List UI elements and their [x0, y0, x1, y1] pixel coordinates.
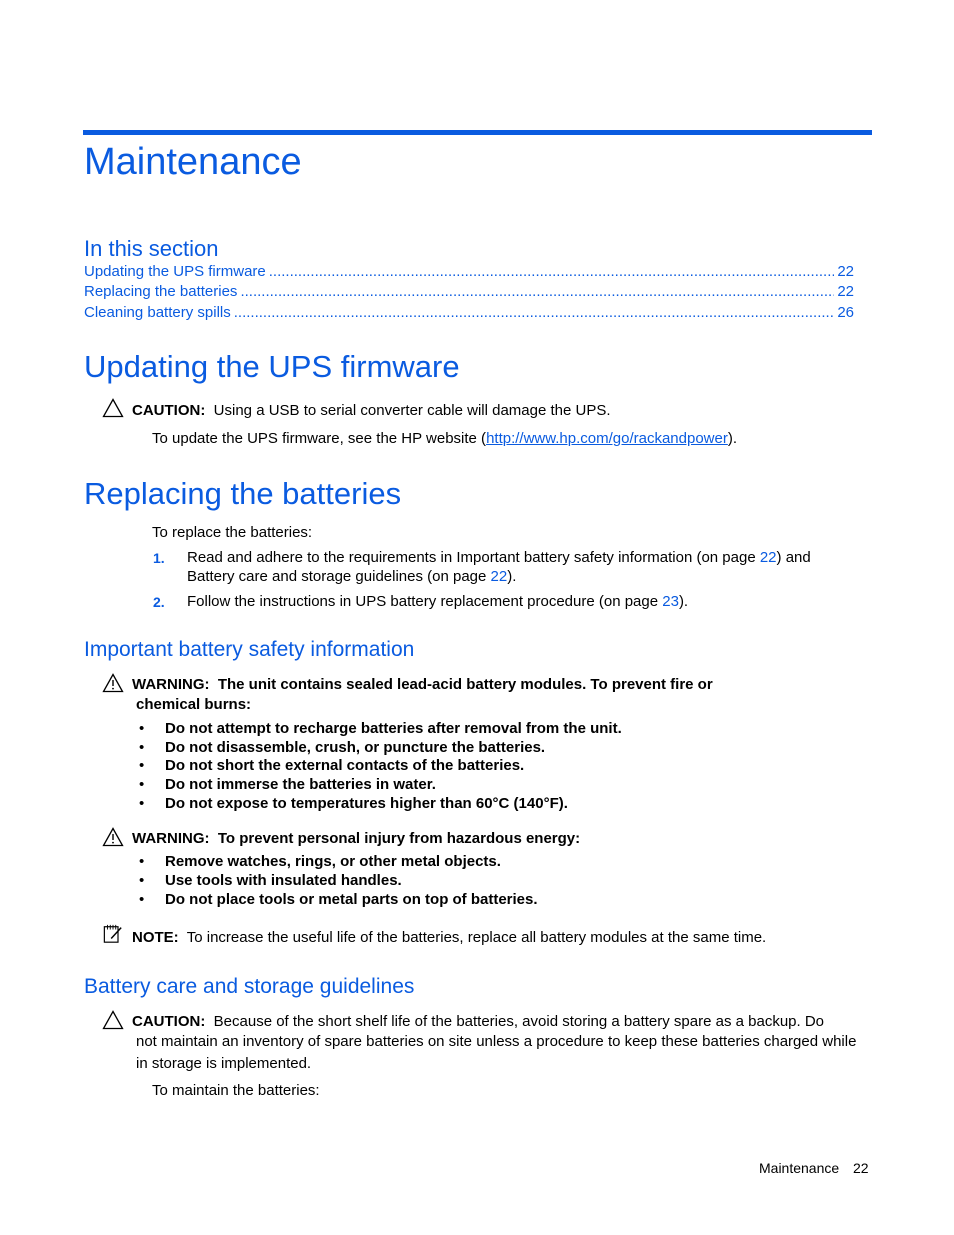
list-item: Remove watches, rings, or other metal objects. — [165, 853, 501, 870]
replacing-intro: To replace the batteries: — [152, 524, 313, 541]
caution-label: CAUTION: — [132, 1013, 206, 1030]
step-number: 2. — [153, 594, 165, 610]
firmware-heading: Updating the UPS firmware — [84, 349, 460, 384]
list-item: Use tools with insulated handles. — [165, 872, 402, 889]
step-text: Read and adhere to the requirements in Important battery safety information (on page — [187, 549, 760, 566]
note — [132, 928, 766, 948]
warning-icon — [102, 827, 124, 847]
toc-entry-text: Updating the UPS firmware — [84, 263, 266, 280]
step-text: ) and — [776, 549, 811, 566]
list-item: Do not short the external contacts of the batteries. — [165, 757, 525, 774]
care-caution-line-1 — [132, 1012, 824, 1032]
warning-1-line-1 — [132, 675, 713, 695]
bullet-dot: • — [139, 757, 145, 774]
toc-entry-page: 26 — [837, 304, 854, 321]
firmware-body — [152, 429, 737, 449]
caution-text: Using a USB to serial converter cable will damage the UPS. — [213, 402, 611, 419]
warning-label: WARNING: — [132, 676, 210, 693]
firmware-caution — [132, 401, 611, 421]
note-label: NOTE: — [132, 929, 179, 946]
toc-entry-replacing[interactable] — [84, 282, 854, 302]
care-body: To maintain the batteries: — [152, 1082, 320, 1099]
toc-entry-page: 22 — [837, 263, 854, 280]
page-ref-link[interactable]: 22 — [759, 549, 777, 566]
toc-entry-cleaning[interactable] — [84, 303, 854, 323]
bullet-dot: • — [139, 776, 145, 793]
safety-heading: Important battery safety information — [84, 638, 415, 661]
firmware-body-end: ). — [727, 430, 738, 447]
note-icon — [102, 924, 124, 944]
toc-entry-text: Cleaning battery spills — [84, 304, 231, 321]
warning-2 — [132, 829, 580, 849]
caution-icon — [102, 398, 124, 418]
step-1-line-1 — [187, 548, 811, 568]
warning-1-line-2: chemical burns: — [136, 696, 252, 713]
hp-website-link[interactable]: http://www.hp.com/go/rackandpower — [486, 430, 728, 447]
toc-entry-text: Replacing the batteries — [84, 283, 238, 300]
list-item: Do not attempt to recharge batteries after removal from the unit. — [165, 720, 622, 737]
caution-label: CAUTION: — [132, 402, 206, 419]
toc-leader — [240, 282, 834, 302]
step-text: ). — [678, 593, 689, 610]
care-caution-line-3: in storage is implemented. — [136, 1055, 312, 1072]
step-1-line-2 — [187, 567, 516, 587]
bullet-dot: • — [139, 891, 145, 908]
care-heading: Battery care and storage guidelines — [84, 975, 415, 998]
care-caution-line-2: not maintain an inventory of spare batteries on site unless a procedure to keep these batteries charged while — [136, 1033, 857, 1050]
step-text: Battery care and storage guidelines (on page — [187, 568, 491, 585]
warning-icon — [102, 673, 124, 693]
step-text: ). — [507, 568, 517, 585]
warning-text: The unit contains sealed lead-acid battery modules. To prevent fire or — [217, 676, 713, 693]
toc-title: In this section — [84, 236, 219, 261]
footer-section: Maintenance — [759, 1160, 840, 1176]
step-2 — [187, 592, 688, 612]
bullet-dot: • — [139, 739, 145, 756]
toc-leader — [234, 303, 835, 323]
toc-leader — [269, 262, 835, 282]
toc-entry-page: 22 — [837, 283, 854, 300]
warning-label: WARNING: — [132, 830, 210, 847]
toc-entry-firmware[interactable] — [84, 262, 854, 282]
step-text: Follow the instructions in UPS battery replacement procedure (on page — [187, 593, 663, 610]
caution-icon — [102, 1010, 124, 1030]
step-number: 1. — [153, 550, 165, 566]
replacing-heading: Replacing the batteries — [84, 476, 402, 511]
list-item: Do not immerse the batteries in water. — [165, 776, 436, 793]
chapter-rule — [83, 130, 872, 135]
bullet-dot: • — [139, 853, 145, 870]
firmware-body-text: To update the UPS firmware, see the HP website ( — [152, 430, 487, 447]
warning-text: To prevent personal injury from hazardous energy: — [217, 830, 581, 847]
bullet-dot: • — [139, 872, 145, 889]
list-item: Do not expose to temperatures higher than 60°C (140°F). — [165, 795, 568, 812]
page-ref-link[interactable]: 23 — [662, 593, 679, 610]
bullet-dot: • — [139, 795, 145, 812]
list-item: Do not disassemble, crush, or puncture the batteries. — [165, 739, 546, 756]
footer-page-number: 22 — [853, 1160, 869, 1176]
bullet-dot: • — [139, 720, 145, 737]
chapter-title: Maintenance — [84, 141, 302, 183]
caution-text: Because of the short shelf life of the batteries, avoid storing a battery spare as a backup. Do — [213, 1013, 825, 1030]
page-ref-link[interactable]: 22 — [490, 568, 508, 585]
list-item: Do not place tools or metal parts on top of batteries. — [165, 891, 538, 908]
note-text: To increase the useful life of the batteries, replace all battery modules at the same time. — [186, 929, 767, 946]
